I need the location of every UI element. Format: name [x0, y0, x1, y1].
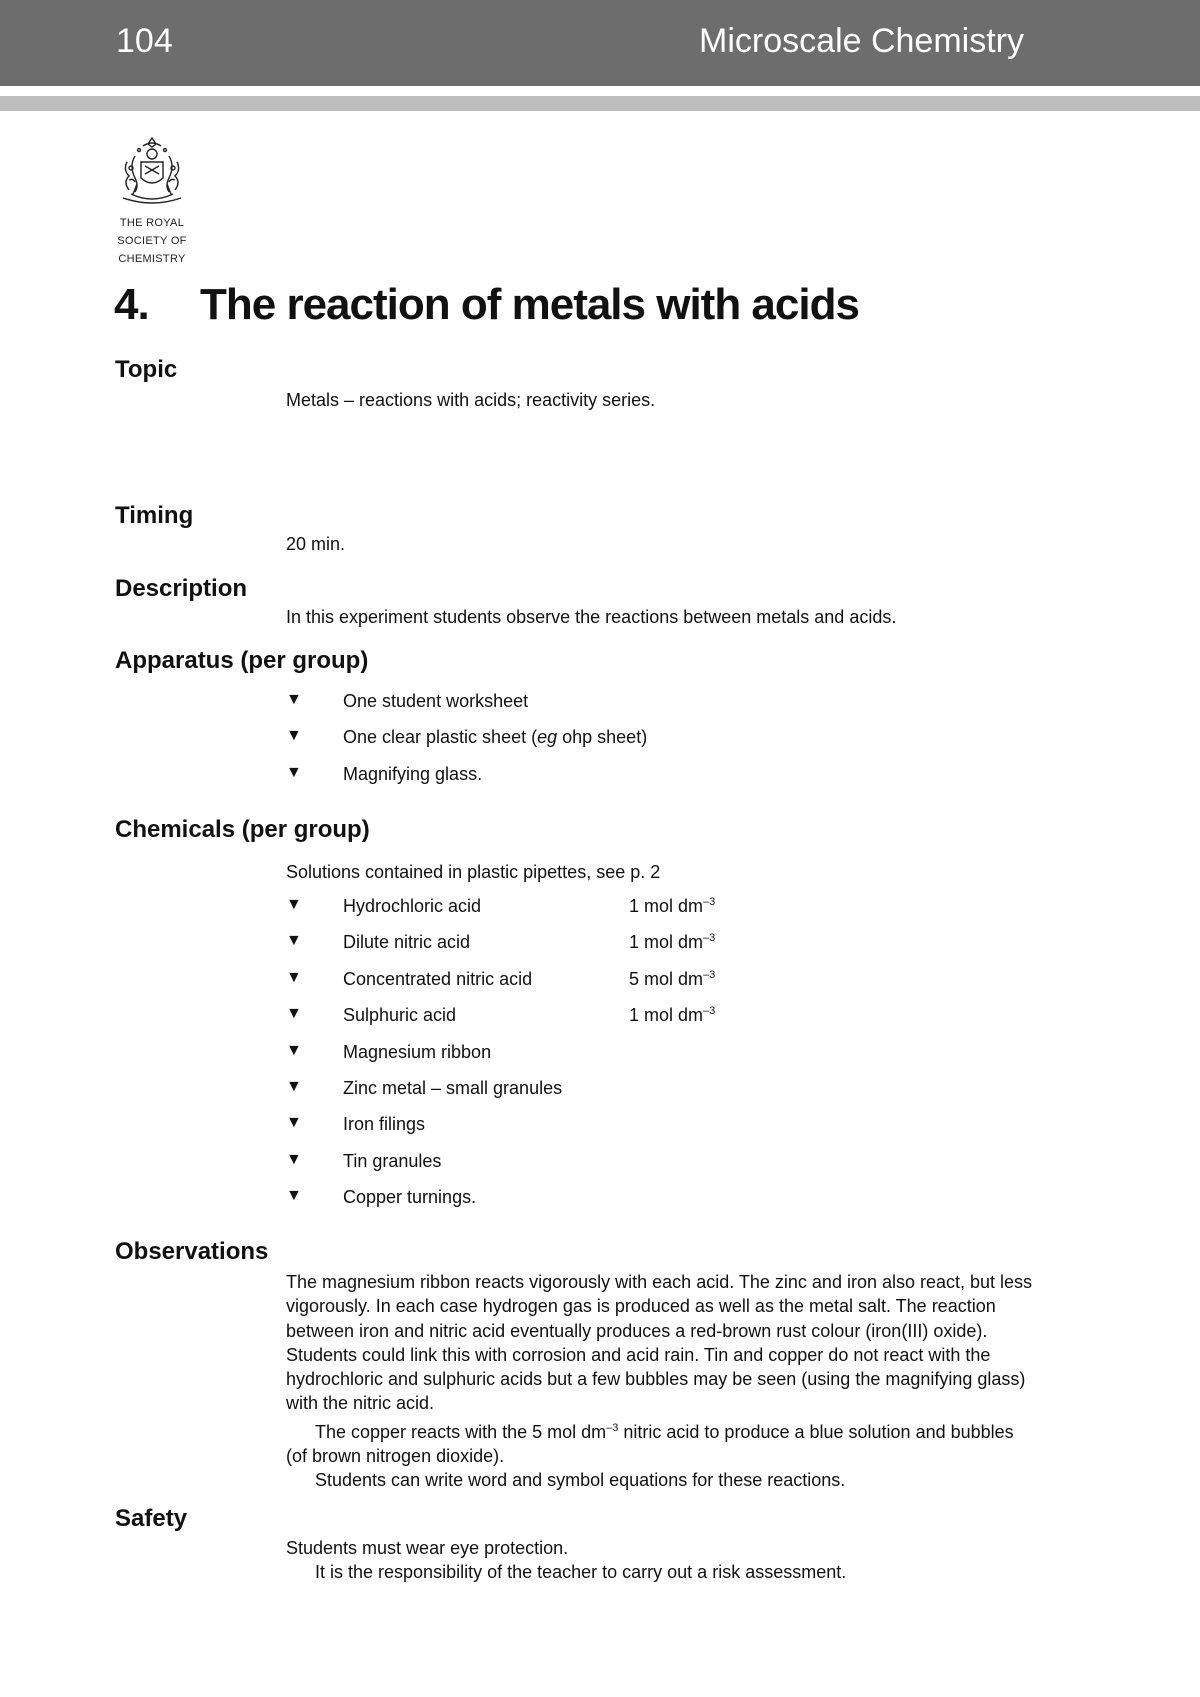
topic-heading: Topic	[115, 356, 178, 383]
bullet-icon: ▼	[286, 1005, 302, 1023]
apparatus-item: One clear plastic sheet (eg ohp sheet)	[343, 727, 648, 748]
experiment-number: 4.	[114, 280, 149, 329]
chemical-concentration: 1 mol $dm^{-3}$	[629, 932, 716, 953]
observations-text	[286, 1270, 1038, 1493]
safety-heading: Safety	[115, 1505, 188, 1532]
observations-paragraph: Students can write word and symbol equations for these reactions.	[315, 1470, 846, 1491]
bullet-icon: ▼	[286, 763, 302, 781]
coat-of-arms-icon	[113, 132, 191, 210]
bullet-icon: ▼	[286, 1114, 302, 1132]
page-title	[114, 280, 859, 330]
bullet-icon: ▼	[286, 727, 302, 745]
chemical-name: Hydrochloric acid	[343, 896, 482, 916]
bullet-icon: ▼	[286, 896, 302, 913]
apparatus-heading: Apparatus (per group)	[115, 647, 369, 674]
chemical-name: Dilute nitric acid	[343, 932, 471, 953]
bullet-icon: ▼	[286, 1150, 302, 1168]
safety-paragraph: It is the responsibility of the teacher to carry out a risk assessment.	[315, 1562, 847, 1583]
chemicals-intro: Solutions contained in plastic pipettes, see p. 2	[286, 862, 661, 882]
description-text: In this experiment students observe the reactions between metals and acids.	[286, 607, 897, 627]
safety-paragraph: Students must wear eye protection.	[286, 1538, 569, 1558]
observations-paragraph: The copper reacts with the 5 mol $dm^{-3}$ nitric acid to produce a blue solution and bubbles (of brown nitrogen dioxide).	[286, 1421, 1014, 1467]
bullet-icon: ▼	[286, 932, 302, 950]
apparatus-item: One student worksheet	[343, 691, 529, 711]
chemical-name: Magnesium ribbon	[343, 1041, 492, 1062]
page-number: 104	[116, 22, 173, 60]
chemical-concentration: 5 mol $dm^{-3}$	[629, 968, 716, 989]
bullet-icon: ▼	[286, 691, 302, 708]
observations-paragraph: The magnesium ribbon reacts vigorously with each acid. The zinc and iron also react, but less vigorously. In each case hydrogen gas is produced as well as the metal salt. The reaction between iron and nitric acid eventually produces a red-brown rust colour (iron(III) oxide). Students could link this with corrosion and acid rain. Tin and copper do not react with the hydrochloric and sulphuric acids but a few bubbles may be seen (using the magnifying glass) with the nitric acid.	[286, 1272, 1033, 1414]
chemical-name: Iron filings	[343, 1114, 426, 1135]
timing-text: 20 min.	[286, 534, 346, 554]
royal-society-logo	[112, 132, 192, 268]
topic-text: Metals – reactions with acids; reactivity series.	[286, 390, 656, 410]
apparatus-item: Magnifying glass.	[343, 763, 483, 784]
description-heading: Description	[115, 575, 248, 602]
observations-heading: Observations	[115, 1238, 269, 1265]
chemical-name: Tin granules	[343, 1150, 442, 1171]
chemical-name: Zinc metal – small granules	[343, 1077, 563, 1098]
chemicals-heading: Chemicals (per group)	[115, 816, 370, 843]
chemical-name: Copper turnings.	[343, 1187, 477, 1208]
book-title: Microscale Chemistry	[699, 22, 1024, 60]
experiment-title: The reaction of metals with acids	[200, 280, 859, 329]
chemical-name: Sulphuric acid	[343, 1005, 457, 1026]
timing-heading: Timing	[115, 502, 194, 529]
chemical-concentration: 1 mol $dm^{-3}$	[629, 896, 716, 916]
page-header	[0, 0, 1200, 86]
safety-text	[286, 1536, 1038, 1585]
bullet-icon: ▼	[286, 1077, 302, 1095]
logo-text: THE ROYAL SOCIETY OF CHEMISTRY	[117, 217, 187, 265]
chemical-concentration: 1 mol $dm^{-3}$	[629, 1005, 716, 1026]
header-rule	[0, 96, 1200, 111]
bullet-icon: ▼	[286, 968, 302, 986]
chemical-name: Concentrated nitric acid	[343, 968, 533, 989]
bullet-icon: ▼	[286, 1041, 302, 1059]
bullet-icon: ▼	[286, 1187, 302, 1205]
